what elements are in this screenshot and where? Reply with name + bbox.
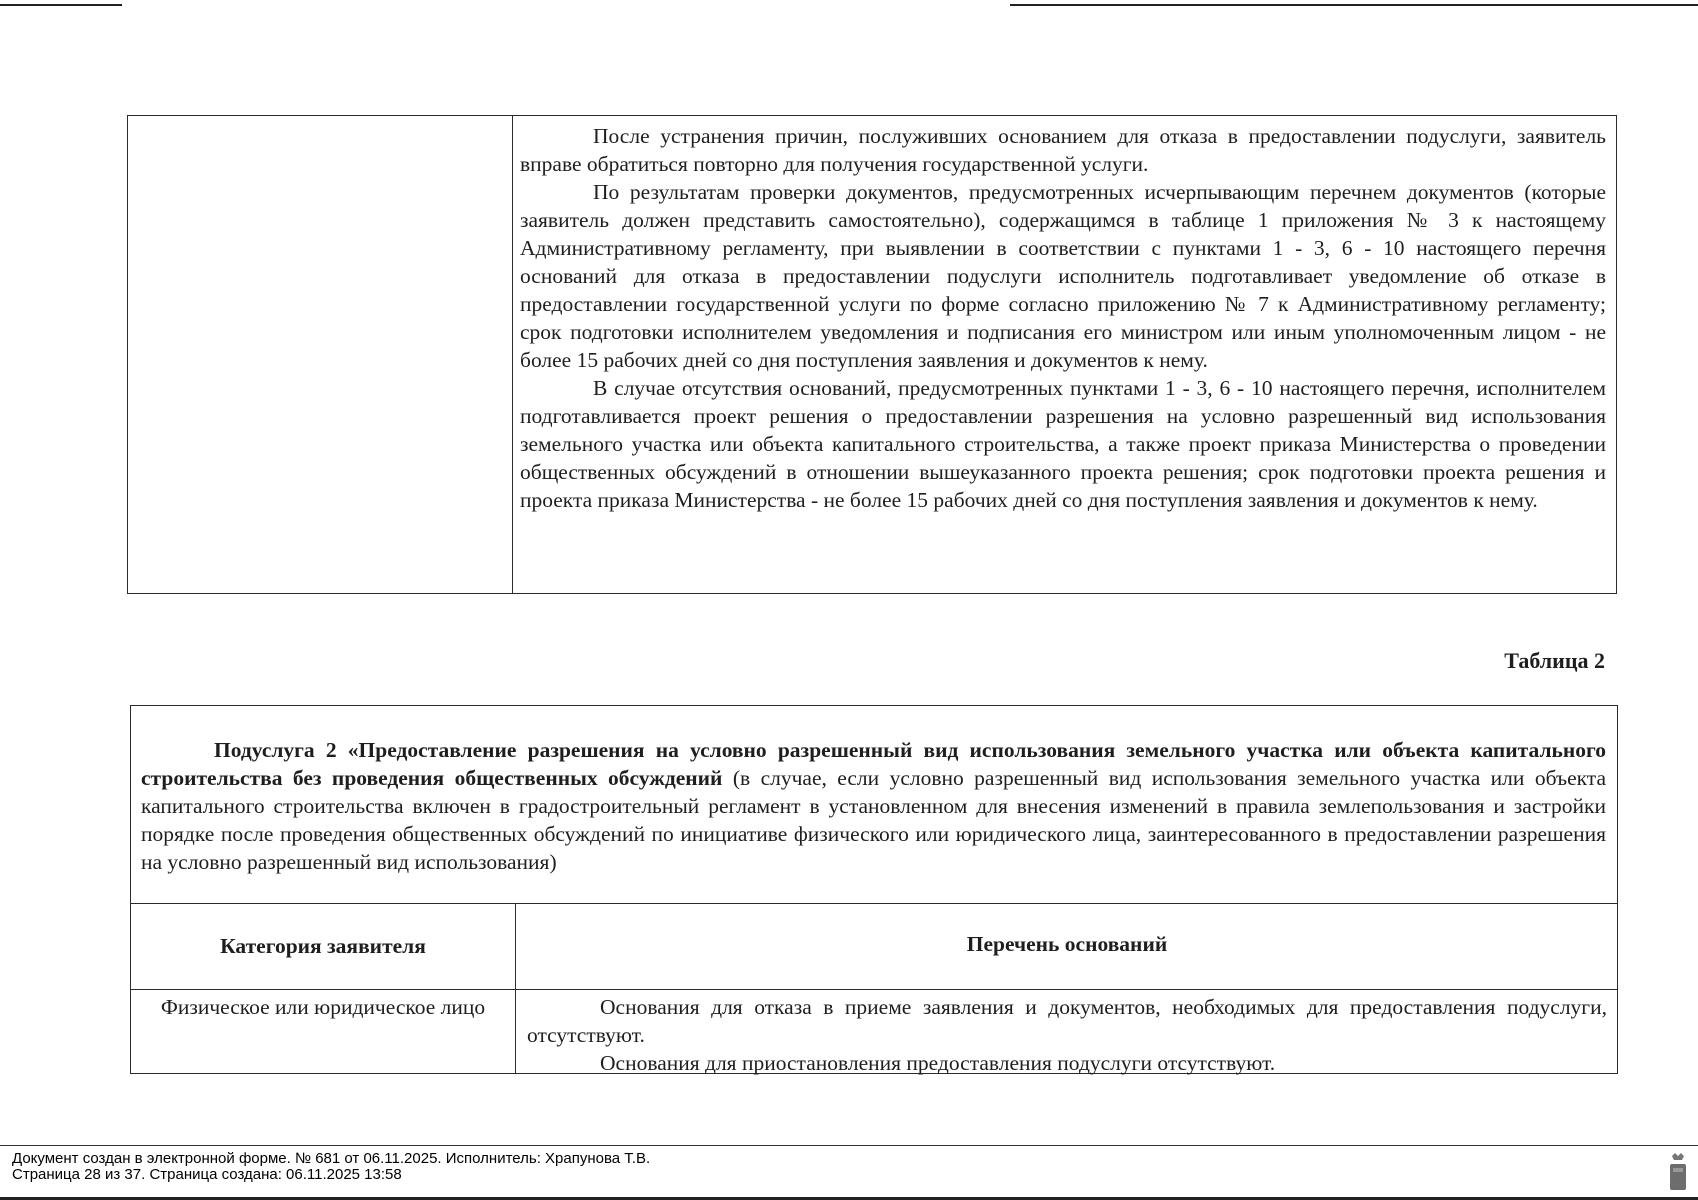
table1-continuation <box>127 115 1617 594</box>
table1-paragraph-2: По результатам проверки документов, предусмотренных исчерпывающим перечнем документов (которые заявитель должен представить самостоятельно), содержащимся в таблице 1 приложения № 3 к настоящему Административному регламенту, при выявлении в соответствии с пунктами 1 - 3, 6 - 10 настоящего перечня оснований для отказа в предоставлении подуслуги исполнитель подготавливает уведомление об отказе в предоставлении государственной услуги по форме согласно приложению № 7 к Административному регламенту; срок подготовки исполнителем уведомления и подписания его министром или иным уполномоченным лицом - не более 15 рабочих дней со дня поступления заявления и документов к нему. <box>520 180 1606 372</box>
table2-title <box>141 736 1606 876</box>
top-scan-rule-right <box>1010 4 1698 6</box>
table1-paragraph-3: В случае отсутствия оснований, предусмотренных пунктами 1 - 3, 6 - 10 настоящего перечня, исполнителем подготавливается проект решения о предоставлении разрешения на условно разрешенный вид использования земельного участка или объекта капитального строительства, а также проект приказа Министерства о проведении общественных обсуждений в отношении вышеуказанного проекта решения; срок подготовки проекта решения и проекта приказа Министерства - не более 15 рабочих дней со дня поступления заявления и документов к нему. <box>520 376 1606 512</box>
footer-line-1: Документ создан в электронной форме. № 681 от 06.11.2025. Исполнитель: Храпунова Т.В. <box>12 1150 651 1167</box>
table1-left-cell <box>128 116 513 593</box>
table2-row-applicant: Физическое или юридическое лицо <box>160 995 486 1019</box>
table2-title-cell <box>141 736 1606 876</box>
table2-row-grounds-p1: Основания для отказа в приеме заявления и документов, необходимых для предоставления подуслуги, отсутствуют. <box>527 995 1607 1047</box>
table2-header-applicant-category: Категория заявителя <box>220 934 426 958</box>
top-scan-rule-left <box>0 4 122 6</box>
table2 <box>130 705 1618 1074</box>
footer-rule <box>0 1145 1698 1146</box>
footer-line-2: Страница 28 из 37. Страница создана: 06.11.2025 13:58 <box>12 1166 402 1183</box>
table1-right-cell <box>520 122 1606 514</box>
table2-column-divider <box>515 903 516 1073</box>
emblem-icon <box>1666 1152 1690 1194</box>
table2-row-grounds-p2: Основания для приостановления предоставления подуслуги отсутствуют. <box>600 1051 1276 1075</box>
table2-caption: Таблица 2 <box>1504 648 1605 673</box>
footer <box>12 1151 650 1183</box>
table2-divider-title <box>131 903 1617 904</box>
table2-title-normal: (в случае, если условно разрешенный вид использования земельного участка или объекта капитального строительства включен в градостроительный регламент в установленном для внесения изменений в правила землепользования и застройки порядке после проведения общественных обсуждений по инициативе физического или юридического лица, заинтересованного в предоставлении разрешения на условно разрешенный вид использования) <box>141 766 1606 874</box>
table2-divider-header <box>131 989 1617 990</box>
table2-title-bold: Подуслуга 2 «Предоставление разрешения на условно разрешенный вид использования земельного участка или объекта капитального строительства без проведения общественных обсуждений <box>141 738 1606 790</box>
table1-paragraph-1: После устранения причин, послуживших основанием для отказа в предоставлении подуслуги, заявитель вправе обратиться повторно для получения государственной услуги. <box>520 124 1606 176</box>
table2-header-grounds-list: Перечень оснований <box>966 932 1168 956</box>
table2-row-grounds <box>527 993 1607 1077</box>
